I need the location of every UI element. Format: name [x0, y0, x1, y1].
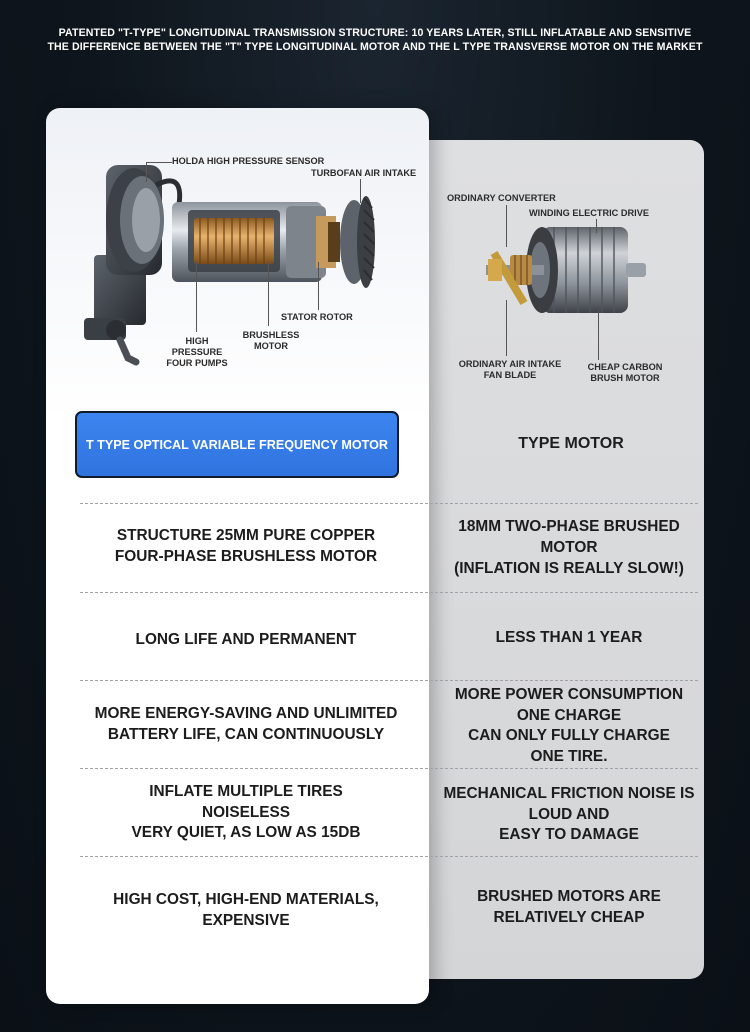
leader-line-converter — [506, 205, 507, 247]
row-4-right: MECHANICAL FRICTION NOISE IS LOUD AND EASY TO DAMAGE — [443, 785, 695, 843]
row-5-right: BRUSHED MOTORS ARE RELATIVELY CHEAP — [477, 888, 661, 926]
right-column-title: TYPE MOTOR — [518, 435, 624, 452]
label-winding: WINDING ELECTRIC DRIVE — [529, 208, 649, 218]
label-turbofan: TURBOFAN AIR INTAKE — [311, 168, 417, 178]
row-divider — [80, 680, 698, 681]
leader-line-carbon — [598, 310, 599, 360]
row-divider — [80, 592, 698, 593]
label-pumps: HIGH PRESSURE FOUR PUMPS — [166, 336, 228, 368]
header-line-2: THE DIFFERENCE BETWEEN THE "T" TYPE LONGITUDINAL MOTOR AND THE L TYPE TRANSVERSE MOTOR ON THE MARKET — [47, 41, 703, 53]
row-2-left: LONG LIFE AND PERMANENT — [135, 631, 357, 648]
label-sensor: HOLDA HIGH PRESSURE SENSOR — [172, 156, 325, 166]
label-stator: STATOR ROTOR — [281, 312, 353, 322]
row-3-right: MORE POWER CONSUMPTION ONE CHARGE CAN ONLY FULLY CHARGE ONE TIRE. — [454, 686, 684, 765]
leader-line-stator — [318, 262, 319, 310]
row-2-right: LESS THAN 1 YEAR — [495, 629, 643, 646]
left-column-title-text: T TYPE OPTICAL VARIABLE FREQUENCY MOTOR — [85, 437, 389, 452]
label-fan: ORDINARY AIR INTAKE FAN BLADE — [458, 359, 562, 380]
header — [0, 26, 750, 54]
row-divider — [80, 503, 698, 504]
leader-line-turbofan — [360, 179, 361, 203]
row-4-left: INFLATE MULTIPLE TIRES NOISELESS VERY QUIET, AS LOW AS 15DB — [131, 783, 361, 841]
row-1-right: 18MM TWO-PHASE BRUSHED MOTOR (INFLATION IS REALLY SLOW!) — [454, 518, 684, 577]
left-column-title — [75, 411, 399, 478]
row-divider — [80, 856, 698, 857]
row-1-left: STRUCTURE 25MM PURE COPPER FOUR-PHASE BRUSHLESS MOTOR — [114, 527, 378, 565]
label-converter: ORDINARY CONVERTER — [447, 193, 556, 203]
leader-line-pumps — [196, 262, 197, 332]
row-5-left: HIGH COST, HIGH-END MATERIALS, EXPENSIVE — [113, 891, 379, 929]
label-brushless: BRUSHLESS MOTOR — [242, 330, 300, 351]
row-3-left: MORE ENERGY-SAVING AND UNLIMITED BATTERY LIFE, CAN CONTINUOUSLY — [94, 705, 398, 743]
leader-line-sensor-v — [146, 162, 147, 182]
header-line-1: PATENTED "T-TYPE" LONGITUDINAL TRANSMISSION STRUCTURE: 10 YEARS LATER, STILL INFLATABLE AND SENSITIVE — [58, 27, 692, 39]
leader-line-sensor — [146, 162, 172, 163]
row-divider — [80, 768, 698, 769]
leader-line-fan — [506, 300, 507, 356]
label-carbon: CHEAP CARBON BRUSH MOTOR — [587, 362, 663, 383]
leader-line-brushless — [268, 262, 269, 326]
leader-line-winding — [596, 219, 597, 233]
t-type-motor-image — [76, 150, 396, 380]
